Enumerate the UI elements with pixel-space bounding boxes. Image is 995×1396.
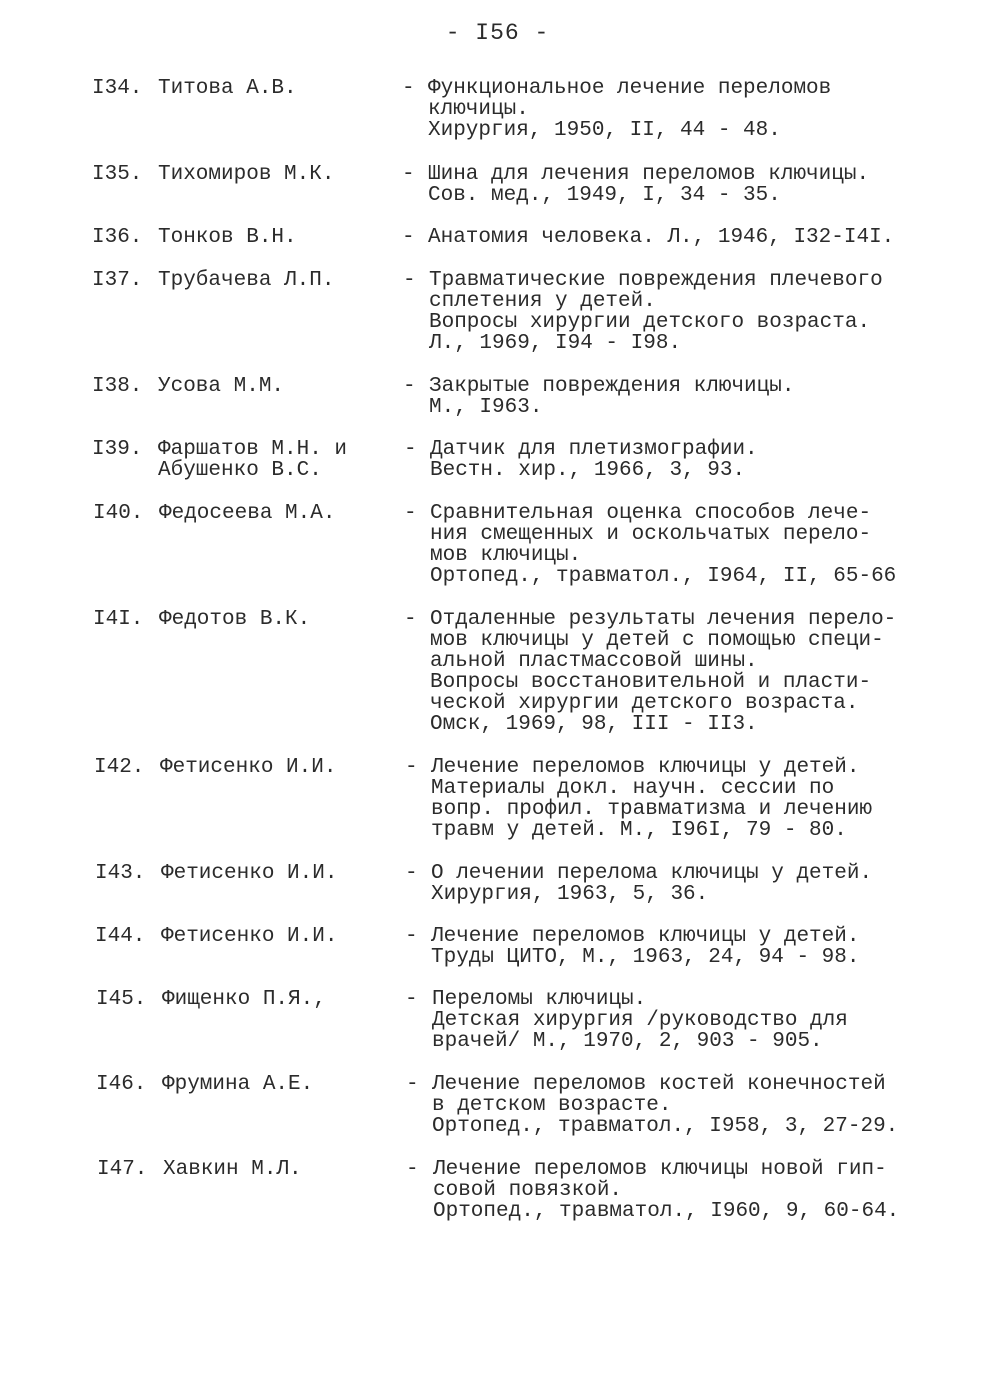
author-line: Фетисенко И.И. (161, 862, 338, 885)
reference-line: Лечение переломов костей конечностей (432, 1073, 886, 1096)
entry-author (158, 270, 388, 291)
entry-dash: - (403, 269, 416, 292)
reference-line: М., I963. (429, 396, 543, 419)
entry-dash: - (404, 438, 417, 461)
reference-line: Материалы докл. научн. сессии по (431, 777, 835, 800)
entry-author (158, 164, 388, 185)
author-line: Федосеева М.А. (159, 502, 336, 525)
entry-author (158, 439, 388, 481)
entry-number: I47. (97, 1158, 148, 1181)
entry-number: I36. (92, 226, 143, 249)
reference-line: Вестн. хир., 1966, 3, 93. (430, 459, 746, 482)
entry-number: I42. (94, 756, 145, 779)
entry-reference (431, 757, 921, 841)
reference-line: совой повязкой. (433, 1179, 623, 1202)
entry-number: I43. (95, 862, 146, 885)
entry-number: I4I. (93, 608, 144, 631)
reference-line: Ортопед., травматол., I964, II, 65-66 (430, 565, 897, 588)
entry-number: I45. (96, 988, 147, 1011)
entry-reference (428, 78, 918, 141)
entry-number: I35. (92, 163, 143, 186)
reference-line: Шина для лечения переломов ключицы. (428, 163, 870, 186)
entry-author (163, 1159, 393, 1180)
entry-author (159, 609, 389, 630)
entry-author (158, 227, 388, 248)
author-line: Абушенко В.С. (158, 459, 322, 482)
entry-author (160, 757, 390, 778)
entry-author (158, 376, 388, 397)
entry-number: I46. (96, 1073, 147, 1096)
reference-line: Лечение переломов ключицы у детей. (431, 925, 860, 948)
reference-line: Омск, 1969, 98, III - II3. (430, 713, 758, 736)
reference-line: вопр. профил. травматизма и лечению (431, 798, 873, 821)
author-line: Тонков В.Н. (158, 226, 297, 249)
entry-reference (429, 376, 919, 418)
entry-number: I39. (92, 438, 143, 461)
entry-reference (432, 1074, 922, 1137)
reference-line: в детском возрасте. (432, 1094, 672, 1117)
entry-dash: - (406, 1073, 419, 1096)
author-line: Фетисенко И.И. (161, 925, 338, 948)
reference-line: Анатомия человека. Л., 1946, I32-I4I. (428, 226, 895, 249)
author-line: Фаршатов М.Н. и (158, 438, 348, 461)
author-line: Фетисенко И.И. (160, 756, 337, 779)
reference-line: Детская хирургия /руководство для (432, 1009, 848, 1032)
entry-reference (432, 989, 922, 1052)
entry-author (161, 926, 391, 947)
reference-line: альной пластмассовой шины. (430, 650, 758, 673)
reference-line: Ортопед., травматол., I958, 3, 27-29. (432, 1115, 899, 1138)
entry-author (159, 503, 389, 524)
entry-dash: - (405, 756, 418, 779)
reference-line: Вопросы восстановительной и пласти- (430, 671, 872, 694)
reference-line: ключицы. (428, 98, 529, 121)
entry-author (158, 78, 388, 99)
author-line: Тихомиров М.К. (158, 163, 335, 186)
reference-line: травм у детей. М., I96I, 79 - 80. (431, 819, 847, 842)
reference-line: Хирургия, 1963, 5, 36. (431, 883, 709, 906)
reference-line: О лечении перелома ключицы у детей. (431, 862, 873, 885)
author-line: Федотов В.К. (159, 608, 311, 631)
reference-line: Закрытые повреждения ключицы. (429, 375, 795, 398)
reference-line: мов ключицы. (430, 544, 582, 567)
entry-reference (430, 439, 920, 481)
entry-reference (431, 863, 921, 905)
reference-line: сплетения у детей. (429, 290, 656, 313)
reference-line: Функциональное лечение переломов (428, 77, 832, 100)
entry-number: I44. (95, 925, 146, 948)
page-number: - I56 - (445, 20, 550, 46)
entry-dash: - (404, 502, 417, 525)
reference-line: Лечение переломов ключицы новой гип- (433, 1158, 887, 1181)
author-line: Усова М.М. (158, 375, 285, 398)
reference-line: Переломы ключицы. (432, 988, 647, 1011)
entry-dash: - (406, 1158, 419, 1181)
reference-line: Отдаленные результаты лечения перело- (430, 608, 897, 631)
reference-line: мов ключицы у детей с помощью специ- (430, 629, 884, 652)
entry-dash: - (402, 163, 415, 186)
reference-line: Сравнительная оценка способов лече- (430, 502, 872, 525)
entry-dash: - (402, 77, 415, 100)
entry-dash: - (403, 375, 416, 398)
entry-author (162, 989, 392, 1010)
author-line: Хавкин М.Л. (163, 1158, 302, 1181)
reference-line: Сов. мед., 1949, I, 34 - 35. (428, 184, 781, 207)
reference-line: ческой хирургии детского возраста. (430, 692, 859, 715)
entry-reference (433, 1159, 923, 1222)
reference-line: врачей/ М., 1970, 2, 903 - 905. (432, 1030, 823, 1053)
entry-author (161, 863, 391, 884)
entry-reference (431, 926, 921, 968)
entry-dash: - (402, 226, 415, 249)
reference-line: Вопросы хирургии детского возраста. (429, 311, 871, 334)
reference-line: ния смещенных и оскольчатых перело- (430, 523, 872, 546)
author-line: Титова А.В. (158, 77, 297, 100)
entry-reference (428, 227, 918, 248)
entry-reference (430, 609, 920, 735)
entry-dash: - (405, 862, 418, 885)
entry-number: I37. (92, 269, 143, 292)
entry-reference (430, 503, 920, 587)
entry-author (162, 1074, 392, 1095)
reference-line: Ортопед., травматол., I960, 9, 60-64. (433, 1200, 900, 1223)
entry-reference (428, 164, 918, 206)
reference-line: Датчик для плетизмографии. (430, 438, 758, 461)
reference-line: Труды ЦИТО, М., 1963, 24, 94 - 98. (431, 946, 860, 969)
entry-reference (429, 270, 919, 354)
author-line: Фищенко П.Я., (162, 988, 326, 1011)
reference-line: Лечение переломов ключицы у детей. (431, 756, 860, 779)
entry-dash: - (405, 925, 418, 948)
entry-dash: - (405, 988, 418, 1011)
entry-number: I34. (92, 77, 143, 100)
entry-dash: - (404, 608, 417, 631)
entry-number: I40. (93, 502, 144, 525)
entry-number: I38. (92, 375, 143, 398)
author-line: Трубачева Л.П. (158, 269, 335, 292)
author-line: Фрумина А.Е. (162, 1073, 314, 1096)
reference-line: Хирургия, 1950, II, 44 - 48. (428, 119, 781, 142)
reference-line: Травматические повреждения плечевого (429, 269, 883, 292)
reference-line: Л., 1969, I94 - I98. (429, 332, 682, 355)
